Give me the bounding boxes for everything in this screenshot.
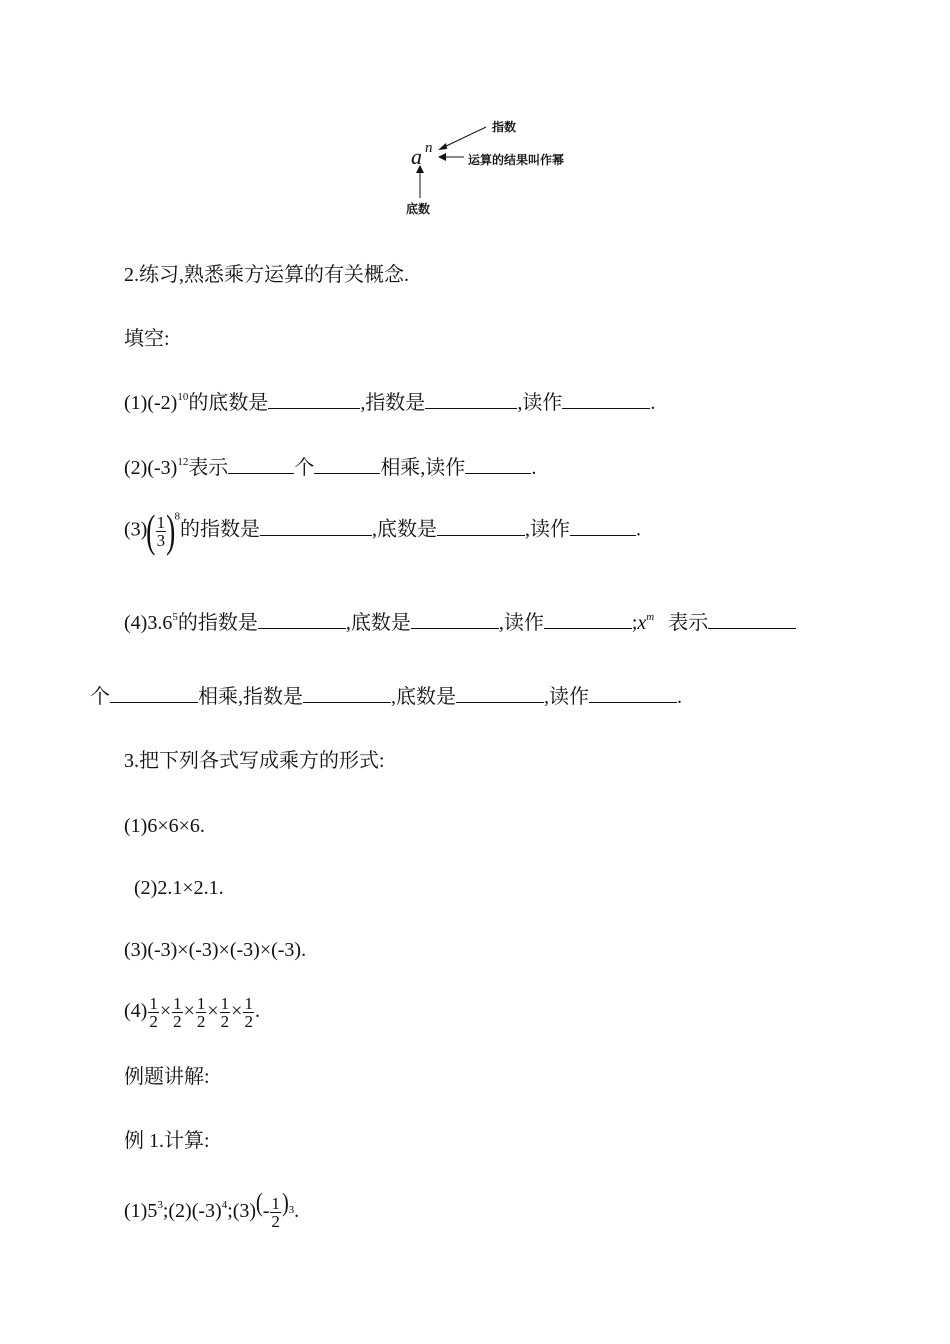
frac-4-num: 1 [220, 994, 230, 1013]
section2-title [124, 262, 409, 288]
q3-right-paren: ) [166, 505, 176, 556]
q4-expression: 3.6 [147, 612, 173, 634]
frac-2-num: 1 [173, 994, 182, 1013]
frac-1-den: 2 [149, 1012, 158, 1031]
q2-exponent: 12 [177, 456, 189, 468]
q4c-text-ge: 个 [90, 686, 110, 708]
question-1 [124, 390, 655, 416]
power-diagram [400, 110, 600, 220]
q3-blank-exponent[interactable] [260, 517, 372, 536]
q4c-blank-base[interactable] [456, 684, 544, 703]
arrowhead-result [438, 153, 446, 161]
q4-text-exponent: 的指数是 [177, 612, 258, 634]
frac-3-num: 1 [196, 994, 206, 1013]
q3-fraction [156, 514, 167, 549]
ex1-part-3: ;(3) [227, 1200, 257, 1222]
section3-title [124, 748, 385, 774]
q2-number: (2) [124, 457, 148, 479]
q4-semicolon: ; [631, 612, 638, 634]
frac-1-num: 1 [149, 994, 158, 1013]
q4-blank-count[interactable] [708, 610, 796, 629]
s3-item-3 [124, 937, 306, 963]
q3-text-base: ,底数是 [371, 518, 437, 541]
frac-4-den: 2 [220, 1012, 230, 1031]
q2-expression: (-3) [147, 457, 178, 479]
q4c-end: . [677, 686, 682, 708]
s3-item-1-text: (1)6×6×6. [124, 815, 205, 837]
q3-end: . [635, 518, 641, 541]
ex1-end: . [294, 1200, 300, 1222]
diagram-label-exponent: 指数 [492, 120, 517, 134]
q4-blank-base[interactable] [411, 610, 499, 629]
ex1-part-1: (1)5 [124, 1200, 158, 1222]
q3-text-read: ,读作 [524, 518, 570, 541]
s3-item-4-frac-4 [220, 995, 231, 1030]
frac-5-den: 2 [244, 1012, 253, 1031]
s3-item-4 [124, 995, 260, 1030]
s3-item-2 [134, 875, 224, 901]
s3-item-4-frac-3 [196, 995, 207, 1030]
q3-left-paren: ( [146, 505, 156, 556]
frac-5-num: 1 [244, 994, 253, 1013]
diagram-label-base: 底数 [406, 202, 431, 216]
q1-expression: (-2) [147, 392, 178, 414]
fill-prompt-text: 填空: [124, 328, 170, 350]
q4-variable: x [637, 612, 647, 634]
q4c-text-read: ,读作 [544, 686, 589, 708]
q3-blank-base[interactable] [437, 517, 525, 536]
q2-blank-read[interactable] [465, 455, 531, 474]
q3-frac-num: 1 [156, 512, 166, 532]
examples-heading [124, 1064, 210, 1090]
times-2: × [183, 1000, 195, 1023]
s3-item-3-text: (3)(-3)×(-3)×(-3)×(-3). [124, 939, 307, 961]
s3-item-4-frac-1 [148, 995, 159, 1030]
q4-text-represent: 表示 [668, 612, 709, 634]
s3-item-4-end: . [254, 1000, 260, 1023]
examples-heading-text: 例题讲解: [124, 1066, 210, 1088]
q4-text-base: ,底数是 [345, 612, 411, 634]
q1-text-base: 的底数是 [188, 392, 269, 414]
arrow-exponent [442, 127, 486, 148]
q3-text-exponent: 的指数是 [179, 518, 260, 541]
arrowhead-exponent [438, 143, 447, 150]
question-4-continued [90, 684, 682, 710]
times-4: × [231, 1000, 243, 1023]
q1-exponent: 10 [177, 391, 189, 403]
q4c-blank-read[interactable] [589, 684, 677, 703]
s3-item-4-prefix: (4) [124, 1000, 148, 1023]
ex1-frac-num: 1 [271, 1193, 280, 1213]
ex1-part-3-exponent: 3 [288, 1204, 295, 1216]
q2-blank-factor[interactable] [314, 455, 380, 474]
q1-text-read: ,读作 [517, 392, 563, 414]
q2-text-represent: 表示 [188, 457, 229, 479]
q1-blank-exponent[interactable] [425, 390, 517, 409]
ex1-fraction [270, 1195, 281, 1230]
question-2 [124, 455, 536, 481]
s3-item-4-frac-2 [172, 995, 183, 1030]
q4c-blank-exponent[interactable] [303, 684, 391, 703]
q4-variable-exponent: m [646, 611, 655, 623]
ex1-frac-den: 2 [271, 1211, 280, 1231]
q2-text-ge: 个 [294, 457, 315, 479]
ex1-minus-sign: - [262, 1200, 270, 1222]
ex1-part-2: ;(2)(-3) [162, 1200, 222, 1222]
q2-text-multiply: 相乘,读作 [380, 457, 466, 479]
ex1-part-1-exponent: 3 [157, 1199, 163, 1211]
example-1-title [124, 1128, 210, 1154]
section2-title-text: 2.练习,熟悉乘方运算的有关概念. [124, 264, 409, 286]
q2-end: . [531, 457, 537, 479]
q4-blank-read[interactable] [544, 610, 632, 629]
q4-number: (4) [124, 612, 148, 634]
s3-item-2-text: (2)2.1×2.1. [134, 877, 224, 899]
ex1-right-paren: ) [281, 1188, 289, 1217]
q1-blank-base[interactable] [268, 390, 360, 409]
q3-exponent: 8 [174, 510, 180, 523]
question-3 [124, 505, 641, 556]
section3-title-text: 3.把下列各式写成乘方的形式: [124, 750, 385, 772]
q4-exponent: 5 [172, 611, 178, 623]
ex1-part-2-exponent: 4 [221, 1199, 228, 1211]
q3-frac-den: 3 [156, 530, 166, 550]
q1-text-exponent: ,指数是 [360, 392, 426, 414]
diagram-label-result: 运算的结果叫作幂 [468, 153, 565, 167]
fill-prompt [124, 326, 170, 352]
q4-text-read: ,读作 [498, 612, 544, 634]
times-3: × [207, 1000, 219, 1023]
q4c-blank-factor[interactable] [110, 684, 198, 703]
q1-blank-read[interactable] [562, 390, 650, 409]
question-4 [124, 610, 796, 636]
frac-2-den: 2 [173, 1012, 182, 1031]
q4c-text-exponent: 相乘,指数是 [198, 686, 303, 708]
s3-item-4-frac-5 [243, 995, 254, 1030]
frac-3-den: 2 [196, 1012, 206, 1031]
diagram-base-symbol: a [411, 144, 422, 169]
q3-blank-read[interactable] [570, 517, 636, 536]
ex1-left-paren: ( [255, 1188, 263, 1217]
diagram-exponent-symbol: n [425, 140, 433, 156]
q1-number: (1) [124, 392, 148, 414]
q4-blank-exponent[interactable] [258, 610, 346, 629]
example-1-problems [124, 1190, 299, 1230]
example-1-title-text: 例 1.计算: [124, 1130, 210, 1152]
q2-blank-count[interactable] [228, 455, 294, 474]
s3-item-1 [124, 813, 205, 839]
q4c-text-base: ,底数是 [391, 686, 456, 708]
times-1: × [159, 1000, 172, 1023]
q1-end: . [650, 392, 656, 414]
q3-number: (3) [124, 518, 148, 541]
